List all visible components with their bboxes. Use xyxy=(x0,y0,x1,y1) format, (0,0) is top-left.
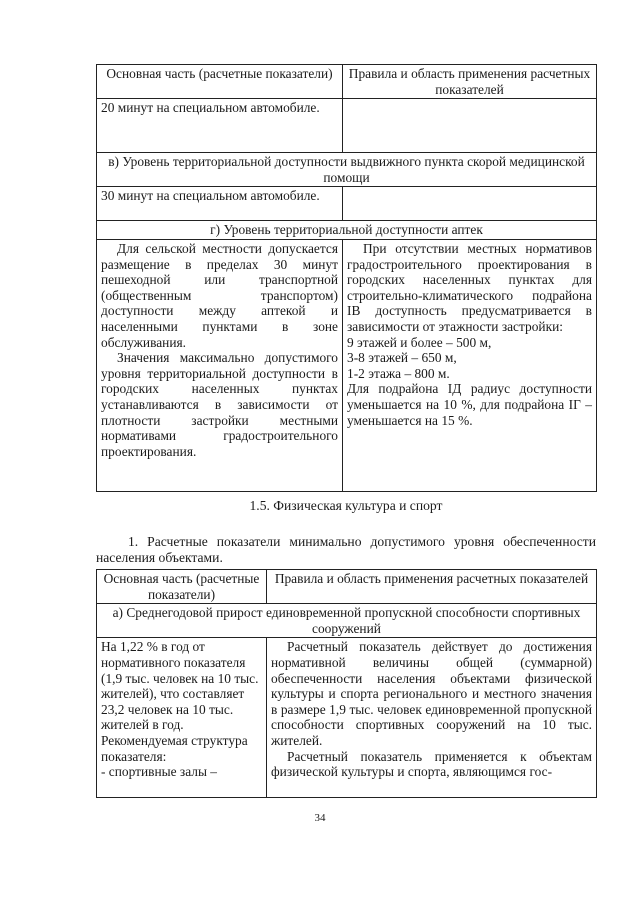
sports-table xyxy=(96,569,597,798)
table-header-row xyxy=(97,570,597,604)
column-header-main: Основная часть (расчетные показатели) xyxy=(97,65,343,99)
section-row xyxy=(97,153,597,187)
table-cell xyxy=(97,638,267,798)
accessibility-table xyxy=(96,64,597,492)
table-cell: 30 минут на специальном автомобиле. xyxy=(97,187,343,221)
paragraph: Значения максимально допустимого уровня территориальной доступности в городских населенных пунктах устанавливаются в зависимости от плотности застройки местными нормативами градостроительного проектирования. xyxy=(101,350,338,459)
paragraph: При отсутствии местных нормативов градостроительного проектирования в городских населенных пунктах для строительно-климатического подрайона IВ доступность предусматривается в зависимости от этажности застройки: xyxy=(347,240,592,334)
table-row xyxy=(97,638,597,798)
table-cell: 20 минут на специальном автомобиле. xyxy=(97,99,343,153)
list-item: - спортивные залы – xyxy=(101,764,217,780)
section-title-pharmacy: г) Уровень территориальной доступности аптек xyxy=(97,221,597,240)
table-cell xyxy=(97,239,343,491)
paragraph: Расчетный показатель применяется к объектам физической культуры и спорта, являющимся гос- xyxy=(271,748,592,780)
paragraph: Для сельской местности допускается размещение в пределах 30 минут пешеходной или транспортной (общественным транспортом) доступности между аптекой и населенными пунктами в зоне обслуживания. xyxy=(101,240,338,350)
paragraph: Для подрайона IД радиус доступности уменьшается на 10 %, для подрайона IГ – уменьшается на 15 %. xyxy=(347,381,592,428)
list-item: 9 этажей и более – 500 м, xyxy=(347,334,492,350)
section-title-ambulance: в) Уровень территориальной доступности выдвижного пункта скорой медицинской помощи xyxy=(97,153,597,187)
table-cell xyxy=(343,239,597,491)
section-row xyxy=(97,604,597,638)
table-row xyxy=(97,99,597,153)
column-header-rules: Правила и область применения расчетных показателей xyxy=(343,65,597,99)
table-row xyxy=(97,187,597,221)
table-header-row xyxy=(97,65,597,99)
list-item: 3-8 этажей – 650 м, xyxy=(347,350,457,366)
intro-paragraph: 1. Расчетные показатели минимально допустимого уровня обеспеченности населения объектами. xyxy=(96,534,596,565)
paragraph: На 1,22 % в год от нормативного показателя (1,9 тыс. человек на 10 тыс. жителей), что составляет 23,2 человек на 10 тыс. жителей в год. Рекомендуемая структура показателя: xyxy=(101,639,259,764)
table-cell xyxy=(267,638,597,798)
list-item: 1-2 этажа – 800 м. xyxy=(347,365,450,381)
section-row xyxy=(97,221,597,240)
page-number: 34 xyxy=(314,812,326,824)
table-row xyxy=(97,239,597,491)
section-heading: 1.5. Физическая культура и спорт xyxy=(249,498,443,513)
section-title-sports-capacity: а) Среднегодовой прирост единовременной пропускной способности спортивных сооружений xyxy=(97,604,597,638)
table-cell xyxy=(343,187,597,221)
column-header-rules: Правила и область применения расчетных показателей xyxy=(267,570,597,604)
column-header-main: Основная часть (расчетные показатели) xyxy=(97,570,267,604)
table-cell xyxy=(343,99,597,153)
paragraph: Расчетный показатель действует до достижения нормативной величины общей (суммарной) обеспеченности населения объектами физической культуры и спорта регионального и местного значения в размере 1,9 тыс. человек единовременной пропускной способности спортивных сооружений на 10 тыс. жителей. xyxy=(271,639,592,748)
